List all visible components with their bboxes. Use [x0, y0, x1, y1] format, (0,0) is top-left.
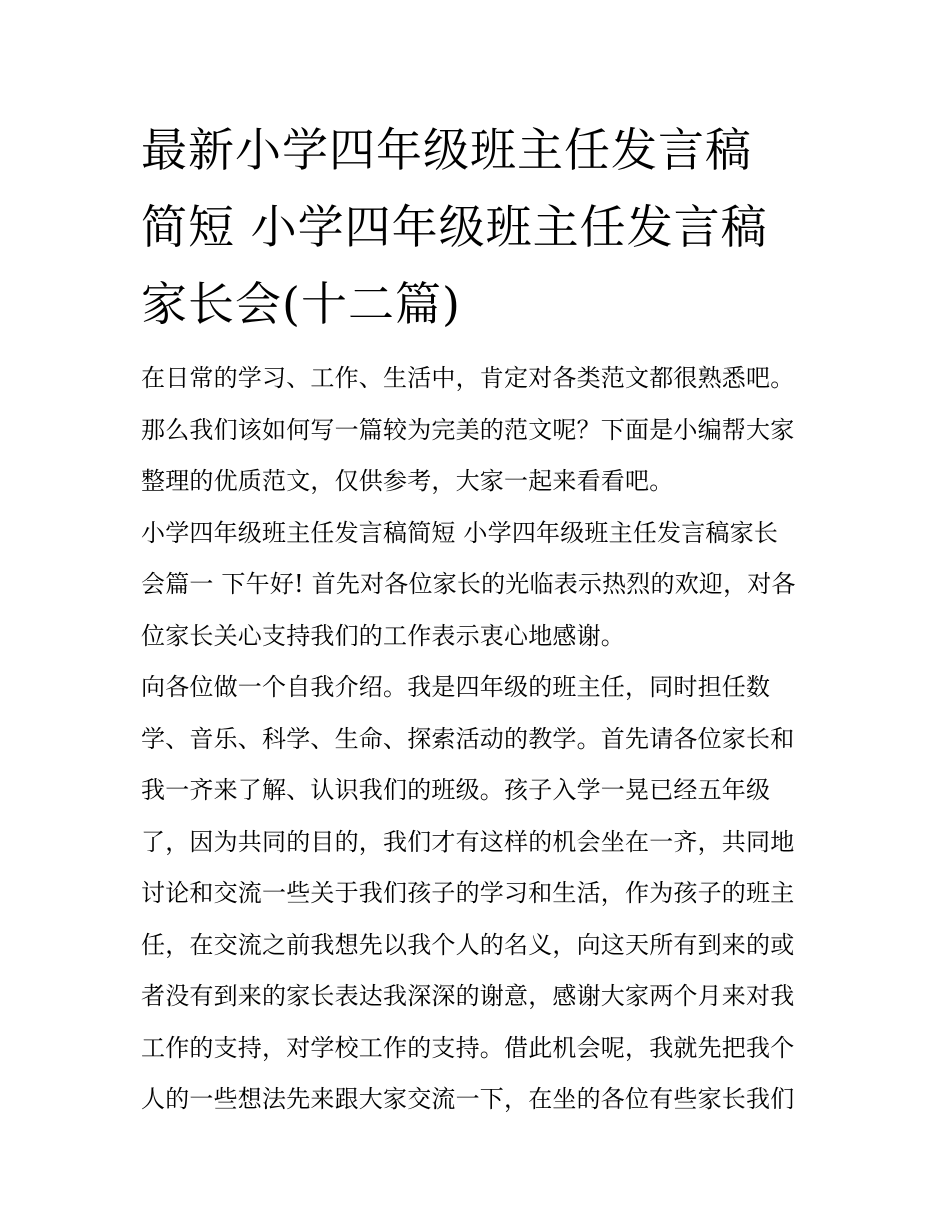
- text-line: 位家长关心支持我们的工作表示衷心地感谢。: [141, 621, 625, 650]
- document-body: [141, 353, 820, 1126]
- title-line: 家长会(十二篇): [141, 277, 461, 331]
- title-line: 简短 小学四年级班主任发言稿: [141, 200, 768, 254]
- text-line: 会篇一 下午好! 首先对各位家长的光临表示热烈的欢迎，对各: [141, 570, 796, 598]
- text-line: 了，因为共同的目的，我们才有这样的机会坐在一齐，共同地: [141, 827, 795, 856]
- text-line: 任，在交流之前我想先以我个人的名义，向这天所有到来的或: [141, 930, 795, 959]
- paragraph-self-introduction: [141, 662, 820, 1126]
- text-line: 学、音乐、科学、生命、探索活动的教学。首先请各位家长和: [141, 724, 795, 753]
- text-line: 我一齐来了解、认识我们的班级。孩子入学一晃已经五年级: [141, 776, 771, 804]
- text-line: 在日常的学习、工作、生活中，肯定对各类范文都很熟悉吧。: [141, 364, 795, 392]
- paragraph-greeting: [141, 508, 820, 663]
- text-line: 小学四年级班主任发言稿简短 小学四年级班主任发言稿家长: [141, 518, 779, 547]
- document-title: [141, 112, 820, 343]
- title-line: 最新小学四年级班主任发言稿: [141, 123, 752, 177]
- text-line: 者没有到来的家长表达我深深的谢意，感谢大家两个月来对我: [141, 982, 795, 1010]
- text-line: 向各位做一个自我介绍。我是四年级的班主任，同时担任数: [141, 673, 771, 701]
- text-line: 整理的优质范文，仅供参考，大家一起来看看吧。: [141, 467, 674, 495]
- text-line: 那么我们该如何写一篇较为完美的范文呢？下面是小编帮大家: [141, 415, 795, 444]
- text-line: 讨论和交流一些关于我们孩子的学习和生活，作为孩子的班主: [141, 879, 795, 907]
- text-line: 人的一些想法先来跟大家交流一下，在坐的各位有些家长我们: [141, 1085, 795, 1113]
- text-line: 工作的支持，对学校工作的支持。借此机会呢，我就先把我个: [141, 1033, 795, 1062]
- paragraph-intro: [141, 353, 820, 508]
